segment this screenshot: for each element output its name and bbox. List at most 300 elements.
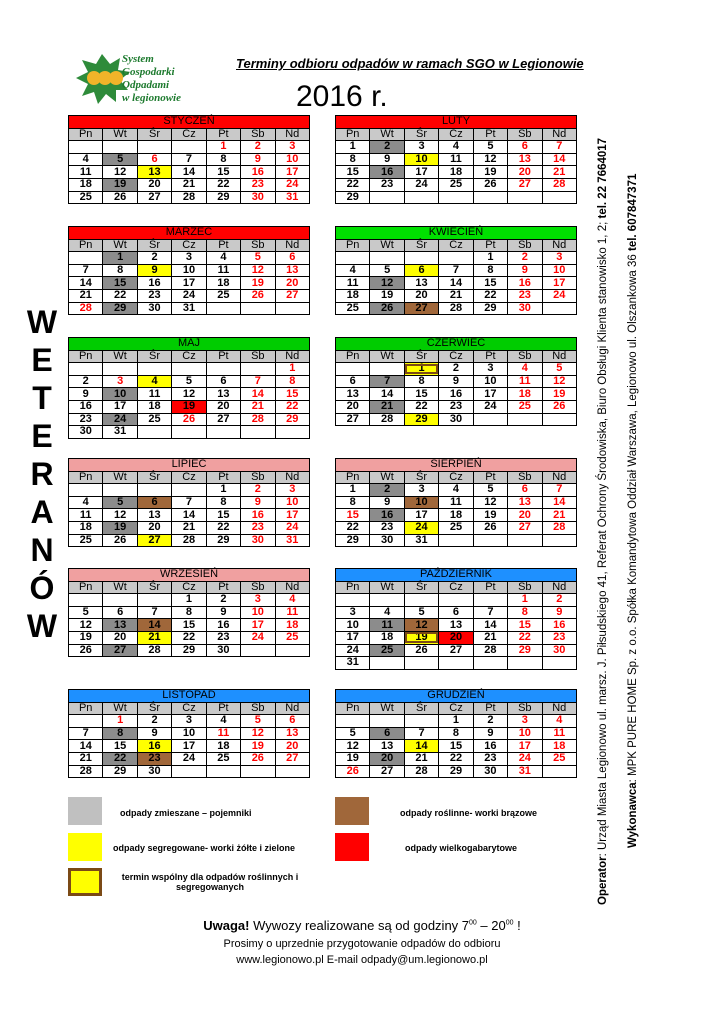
day-cell: 27 xyxy=(137,534,171,547)
day-cell: 14 xyxy=(69,740,103,753)
day-cell: 9 xyxy=(241,153,275,166)
day-cell: 24 xyxy=(404,521,438,534)
day-cell: 9 xyxy=(137,264,171,277)
day-cell: 2 xyxy=(508,252,542,265)
day-cell xyxy=(69,141,103,154)
weekday-header: Nd xyxy=(542,350,576,363)
weekday-header: Sb xyxy=(241,702,275,715)
day-cell xyxy=(542,657,576,670)
day-cell xyxy=(439,594,473,607)
weekday-header: Pt xyxy=(473,350,507,363)
legend-swatch-common xyxy=(68,868,102,896)
day-cell xyxy=(172,141,206,154)
day-cell: 11 xyxy=(508,375,542,388)
day-cell: 5 xyxy=(172,375,206,388)
day-cell: 29 xyxy=(404,413,438,426)
day-cell: 15 xyxy=(172,619,206,632)
day-cell xyxy=(473,534,507,547)
day-cell: 3 xyxy=(275,484,309,497)
weekday-header: Śr xyxy=(137,128,171,141)
day-cell: 31 xyxy=(404,534,438,547)
day-cell: 2 xyxy=(370,484,404,497)
day-cell: 2 xyxy=(542,594,576,607)
day-cell: 18 xyxy=(206,740,240,753)
day-cell: 20 xyxy=(404,289,438,302)
day-cell: 2 xyxy=(370,141,404,154)
weekday-header: Śr xyxy=(404,702,438,715)
day-cell: 10 xyxy=(404,153,438,166)
day-cell: 10 xyxy=(103,388,137,401)
day-cell: 19 xyxy=(473,509,507,522)
day-cell: 17 xyxy=(275,166,309,179)
day-cell: 29 xyxy=(336,534,370,547)
day-cell: 1 xyxy=(103,715,137,728)
day-cell: 24 xyxy=(508,752,542,765)
day-cell: 25 xyxy=(370,644,404,657)
day-cell: 1 xyxy=(336,484,370,497)
day-cell: 3 xyxy=(275,141,309,154)
legend-swatch-mixed xyxy=(68,797,102,825)
day-cell: 28 xyxy=(542,178,576,191)
day-cell: 28 xyxy=(370,413,404,426)
day-cell: 24 xyxy=(404,178,438,191)
weekday-header: Wt xyxy=(370,128,404,141)
day-cell: 1 xyxy=(206,141,240,154)
day-cell: 23 xyxy=(542,631,576,644)
day-cell: 3 xyxy=(473,363,507,376)
day-cell: 15 xyxy=(439,740,473,753)
day-cell: 16 xyxy=(370,166,404,179)
day-cell xyxy=(241,644,275,657)
day-cell: 19 xyxy=(473,166,507,179)
weekday-header: Sb xyxy=(508,581,542,594)
month-calendar xyxy=(68,115,310,204)
weekday-header: Cz xyxy=(439,128,473,141)
day-cell xyxy=(404,191,438,204)
day-cell: 24 xyxy=(172,752,206,765)
day-cell: 12 xyxy=(103,509,137,522)
day-cell xyxy=(275,644,309,657)
operator-info: Operator: Urząd Miasta Legionowo ul. marsz. J. Piłsudskiego 41, Referat Ochrony Środowiska, Biuro Obsługi Klienta stanowisko 1, 2; tel. 22 7664017 xyxy=(597,137,609,905)
day-cell: 11 xyxy=(69,509,103,522)
weekday-header: Nd xyxy=(275,128,309,141)
day-cell: 11 xyxy=(542,727,576,740)
weekday-header: Pn xyxy=(69,471,103,484)
day-cell xyxy=(404,715,438,728)
day-cell: 24 xyxy=(336,644,370,657)
day-cell xyxy=(137,141,171,154)
month-name: PAŹDZIERNIK xyxy=(336,569,577,582)
day-cell: 31 xyxy=(103,426,137,439)
day-cell: 22 xyxy=(404,400,438,413)
day-cell: 13 xyxy=(508,496,542,509)
day-cell: 4 xyxy=(206,252,240,265)
weekday-header: Nd xyxy=(542,581,576,594)
day-cell xyxy=(206,426,240,439)
day-cell: 3 xyxy=(172,252,206,265)
day-cell: 9 xyxy=(69,388,103,401)
day-cell: 24 xyxy=(542,289,576,302)
day-cell: 22 xyxy=(103,752,137,765)
weekday-header: Śr xyxy=(404,471,438,484)
weekday-header: Sb xyxy=(241,350,275,363)
day-cell: 23 xyxy=(206,631,240,644)
weekday-header: Śr xyxy=(137,471,171,484)
day-cell: 19 xyxy=(241,277,275,290)
day-cell xyxy=(439,252,473,265)
day-cell: 10 xyxy=(275,153,309,166)
day-cell: 8 xyxy=(103,264,137,277)
day-cell: 10 xyxy=(275,496,309,509)
day-cell xyxy=(370,657,404,670)
legend-label-garden: odpady roślinne- worki brązowe xyxy=(400,808,538,818)
day-cell: 20 xyxy=(103,631,137,644)
day-cell: 13 xyxy=(137,166,171,179)
day-cell: 29 xyxy=(172,644,206,657)
day-cell: 21 xyxy=(370,400,404,413)
day-cell: 5 xyxy=(404,606,438,619)
day-cell: 30 xyxy=(241,191,275,204)
day-cell: 18 xyxy=(439,166,473,179)
day-cell: 29 xyxy=(336,191,370,204)
day-cell: 4 xyxy=(542,715,576,728)
day-cell: 26 xyxy=(103,534,137,547)
weekday-header: Pn xyxy=(336,239,370,252)
day-cell xyxy=(172,765,206,778)
day-cell: 22 xyxy=(336,178,370,191)
day-cell: 21 xyxy=(172,521,206,534)
day-cell: 15 xyxy=(404,388,438,401)
weekday-header: Cz xyxy=(172,702,206,715)
day-cell: 21 xyxy=(439,289,473,302)
day-cell: 31 xyxy=(275,534,309,547)
day-cell: 1 xyxy=(206,484,240,497)
weekday-header: Pn xyxy=(69,350,103,363)
legend-swatch-garden xyxy=(335,797,369,825)
day-cell: 2 xyxy=(439,363,473,376)
day-cell: 6 xyxy=(275,715,309,728)
day-cell xyxy=(473,594,507,607)
weekday-header: Wt xyxy=(103,350,137,363)
day-cell: 5 xyxy=(542,363,576,376)
weekday-header: Pt xyxy=(473,128,507,141)
day-cell: 7 xyxy=(69,727,103,740)
day-cell: 22 xyxy=(336,521,370,534)
day-cell: 8 xyxy=(103,727,137,740)
day-cell xyxy=(275,426,309,439)
day-cell: 13 xyxy=(275,264,309,277)
day-cell: 24 xyxy=(473,400,507,413)
day-cell: 29 xyxy=(275,413,309,426)
day-cell: 21 xyxy=(69,289,103,302)
day-cell: 25 xyxy=(69,191,103,204)
weekday-header: Śr xyxy=(404,239,438,252)
day-cell: 3 xyxy=(172,715,206,728)
day-cell: 22 xyxy=(473,289,507,302)
day-cell: 11 xyxy=(69,166,103,179)
weekday-header: Pn xyxy=(69,239,103,252)
day-cell: 20 xyxy=(275,740,309,753)
day-cell: 22 xyxy=(206,178,240,191)
weekday-header: Pn xyxy=(336,581,370,594)
weekday-header: Pn xyxy=(336,471,370,484)
day-cell: 26 xyxy=(336,765,370,778)
day-cell xyxy=(69,484,103,497)
year-heading: 2016 r. xyxy=(296,80,388,113)
day-cell: 6 xyxy=(275,252,309,265)
day-cell xyxy=(275,765,309,778)
day-cell: 3 xyxy=(508,715,542,728)
weekday-header: Nd xyxy=(275,239,309,252)
day-cell: 24 xyxy=(275,178,309,191)
day-cell: 18 xyxy=(137,400,171,413)
day-cell: 14 xyxy=(69,277,103,290)
day-cell: 23 xyxy=(69,413,103,426)
day-cell: 18 xyxy=(206,277,240,290)
day-cell: 19 xyxy=(404,631,438,644)
day-cell: 12 xyxy=(473,153,507,166)
day-cell: 3 xyxy=(103,375,137,388)
day-cell: 27 xyxy=(206,413,240,426)
day-cell: 15 xyxy=(103,277,137,290)
weekday-header: Pn xyxy=(336,702,370,715)
day-cell: 14 xyxy=(439,277,473,290)
day-cell: 9 xyxy=(370,496,404,509)
day-cell: 29 xyxy=(439,765,473,778)
day-cell: 6 xyxy=(439,606,473,619)
day-cell: 27 xyxy=(508,178,542,191)
day-cell: 8 xyxy=(336,496,370,509)
day-cell: 8 xyxy=(206,153,240,166)
day-cell: 3 xyxy=(542,252,576,265)
day-cell xyxy=(275,302,309,315)
month-name: LUTY xyxy=(336,116,577,129)
day-cell xyxy=(206,363,240,376)
day-cell: 8 xyxy=(439,727,473,740)
day-cell: 9 xyxy=(542,606,576,619)
day-cell: 25 xyxy=(137,413,171,426)
day-cell: 16 xyxy=(439,388,473,401)
day-cell: 26 xyxy=(69,644,103,657)
day-cell xyxy=(508,191,542,204)
day-cell: 28 xyxy=(69,302,103,315)
day-cell: 30 xyxy=(542,644,576,657)
day-cell xyxy=(370,363,404,376)
weekday-header: Śr xyxy=(404,128,438,141)
day-cell: 27 xyxy=(508,521,542,534)
day-cell: 7 xyxy=(439,264,473,277)
day-cell: 24 xyxy=(241,631,275,644)
day-cell: 15 xyxy=(103,740,137,753)
day-cell: 29 xyxy=(103,765,137,778)
weekday-header: Sb xyxy=(241,128,275,141)
legend-label-bulky: odpady wielkogabarytowe xyxy=(405,843,518,853)
day-cell: 10 xyxy=(336,619,370,632)
day-cell: 22 xyxy=(439,752,473,765)
day-cell: 2 xyxy=(206,594,240,607)
day-cell: 29 xyxy=(103,302,137,315)
weekday-header: Nd xyxy=(542,471,576,484)
day-cell xyxy=(439,534,473,547)
day-cell: 14 xyxy=(241,388,275,401)
day-cell: 2 xyxy=(137,715,171,728)
day-cell: 7 xyxy=(542,484,576,497)
day-cell: 16 xyxy=(241,166,275,179)
day-cell: 19 xyxy=(172,400,206,413)
day-cell xyxy=(404,594,438,607)
day-cell: 11 xyxy=(336,277,370,290)
day-cell xyxy=(542,413,576,426)
day-cell: 14 xyxy=(404,740,438,753)
day-cell: 13 xyxy=(370,740,404,753)
day-cell: 13 xyxy=(137,509,171,522)
month-calendar xyxy=(335,568,577,670)
day-cell: 4 xyxy=(206,715,240,728)
day-cell xyxy=(336,252,370,265)
day-cell xyxy=(69,363,103,376)
day-cell: 20 xyxy=(508,509,542,522)
day-cell: 6 xyxy=(137,496,171,509)
day-cell: 25 xyxy=(542,752,576,765)
day-cell: 20 xyxy=(137,521,171,534)
day-cell xyxy=(336,594,370,607)
side-word: W E T E R A N Ó W xyxy=(26,304,58,644)
day-cell: 29 xyxy=(508,644,542,657)
day-cell: 23 xyxy=(370,521,404,534)
day-cell: 11 xyxy=(275,606,309,619)
day-cell xyxy=(241,426,275,439)
day-cell: 1 xyxy=(404,363,438,376)
day-cell: 17 xyxy=(508,740,542,753)
day-cell: 15 xyxy=(275,388,309,401)
weekday-header: Cz xyxy=(439,581,473,594)
month-name: LISTOPAD xyxy=(69,690,310,703)
day-cell xyxy=(508,413,542,426)
legend-swatch-segregated xyxy=(68,833,102,861)
day-cell: 30 xyxy=(370,534,404,547)
weekday-header: Wt xyxy=(103,239,137,252)
weekday-header: Nd xyxy=(542,702,576,715)
day-cell: 13 xyxy=(508,153,542,166)
day-cell: 25 xyxy=(69,534,103,547)
day-cell: 31 xyxy=(275,191,309,204)
day-cell: 20 xyxy=(336,400,370,413)
month-calendar xyxy=(68,458,310,547)
day-cell: 20 xyxy=(370,752,404,765)
day-cell: 10 xyxy=(508,727,542,740)
weekday-header: Śr xyxy=(137,350,171,363)
weekday-header: Pn xyxy=(69,128,103,141)
day-cell: 4 xyxy=(439,484,473,497)
day-cell: 26 xyxy=(241,289,275,302)
day-cell: 19 xyxy=(241,740,275,753)
day-cell: 4 xyxy=(69,496,103,509)
weekday-header: Sb xyxy=(508,128,542,141)
day-cell: 28 xyxy=(241,413,275,426)
day-cell: 15 xyxy=(336,509,370,522)
month-calendar xyxy=(68,568,310,657)
day-cell: 10 xyxy=(542,264,576,277)
day-cell: 20 xyxy=(439,631,473,644)
day-cell: 16 xyxy=(137,740,171,753)
day-cell: 30 xyxy=(241,534,275,547)
day-cell xyxy=(172,426,206,439)
day-cell: 11 xyxy=(370,619,404,632)
day-cell: 6 xyxy=(103,606,137,619)
day-cell: 7 xyxy=(404,727,438,740)
day-cell: 19 xyxy=(370,289,404,302)
weekday-header: Nd xyxy=(275,702,309,715)
weekday-header: Pt xyxy=(206,350,240,363)
day-cell: 14 xyxy=(137,619,171,632)
weekday-header: Śr xyxy=(137,581,171,594)
day-cell: 1 xyxy=(439,715,473,728)
legend-label-common: termin wspólny dla odpadów roślinnych i segregowanych xyxy=(121,872,299,892)
day-cell: 30 xyxy=(69,426,103,439)
day-cell: 12 xyxy=(103,166,137,179)
month-name: KWIECIEŃ xyxy=(336,227,577,240)
day-cell: 19 xyxy=(103,178,137,191)
day-cell: 4 xyxy=(439,141,473,154)
day-cell: 16 xyxy=(137,277,171,290)
day-cell: 21 xyxy=(542,166,576,179)
weekday-header: Śr xyxy=(137,702,171,715)
day-cell: 12 xyxy=(336,740,370,753)
day-cell: 15 xyxy=(473,277,507,290)
month-name: MARZEC xyxy=(69,227,310,240)
day-cell xyxy=(508,657,542,670)
day-cell: 4 xyxy=(370,606,404,619)
day-cell: 12 xyxy=(172,388,206,401)
day-cell xyxy=(206,765,240,778)
weekday-header: Sb xyxy=(508,471,542,484)
day-cell xyxy=(542,765,576,778)
day-cell: 17 xyxy=(542,277,576,290)
day-cell: 23 xyxy=(137,289,171,302)
day-cell: 17 xyxy=(172,277,206,290)
day-cell: 2 xyxy=(473,715,507,728)
day-cell: 16 xyxy=(241,509,275,522)
weekday-header: Śr xyxy=(404,581,438,594)
day-cell xyxy=(241,302,275,315)
day-cell: 27 xyxy=(137,191,171,204)
day-cell: 3 xyxy=(404,484,438,497)
day-cell: 4 xyxy=(275,594,309,607)
weekday-header: Nd xyxy=(275,350,309,363)
day-cell: 20 xyxy=(137,178,171,191)
day-cell: 27 xyxy=(103,644,137,657)
day-cell: 29 xyxy=(206,534,240,547)
day-cell: 1 xyxy=(172,594,206,607)
day-cell: 8 xyxy=(404,375,438,388)
day-cell: 7 xyxy=(137,606,171,619)
day-cell: 5 xyxy=(370,264,404,277)
day-cell: 12 xyxy=(404,619,438,632)
month-name: WRZESIEŃ xyxy=(69,569,310,582)
weekday-header: Pt xyxy=(206,702,240,715)
day-cell: 13 xyxy=(103,619,137,632)
weekday-header: Sb xyxy=(508,239,542,252)
weekday-header: Pt xyxy=(206,581,240,594)
warning-note: Uwaga! Wywozy realizowane są od godziny $7^{00} - 20^{00}$ ! xyxy=(203,918,521,933)
day-cell xyxy=(172,363,206,376)
day-cell xyxy=(69,715,103,728)
month-calendar xyxy=(68,689,310,778)
day-cell: 24 xyxy=(103,413,137,426)
day-cell: 30 xyxy=(508,302,542,315)
day-cell: 1 xyxy=(473,252,507,265)
day-cell: 7 xyxy=(172,496,206,509)
